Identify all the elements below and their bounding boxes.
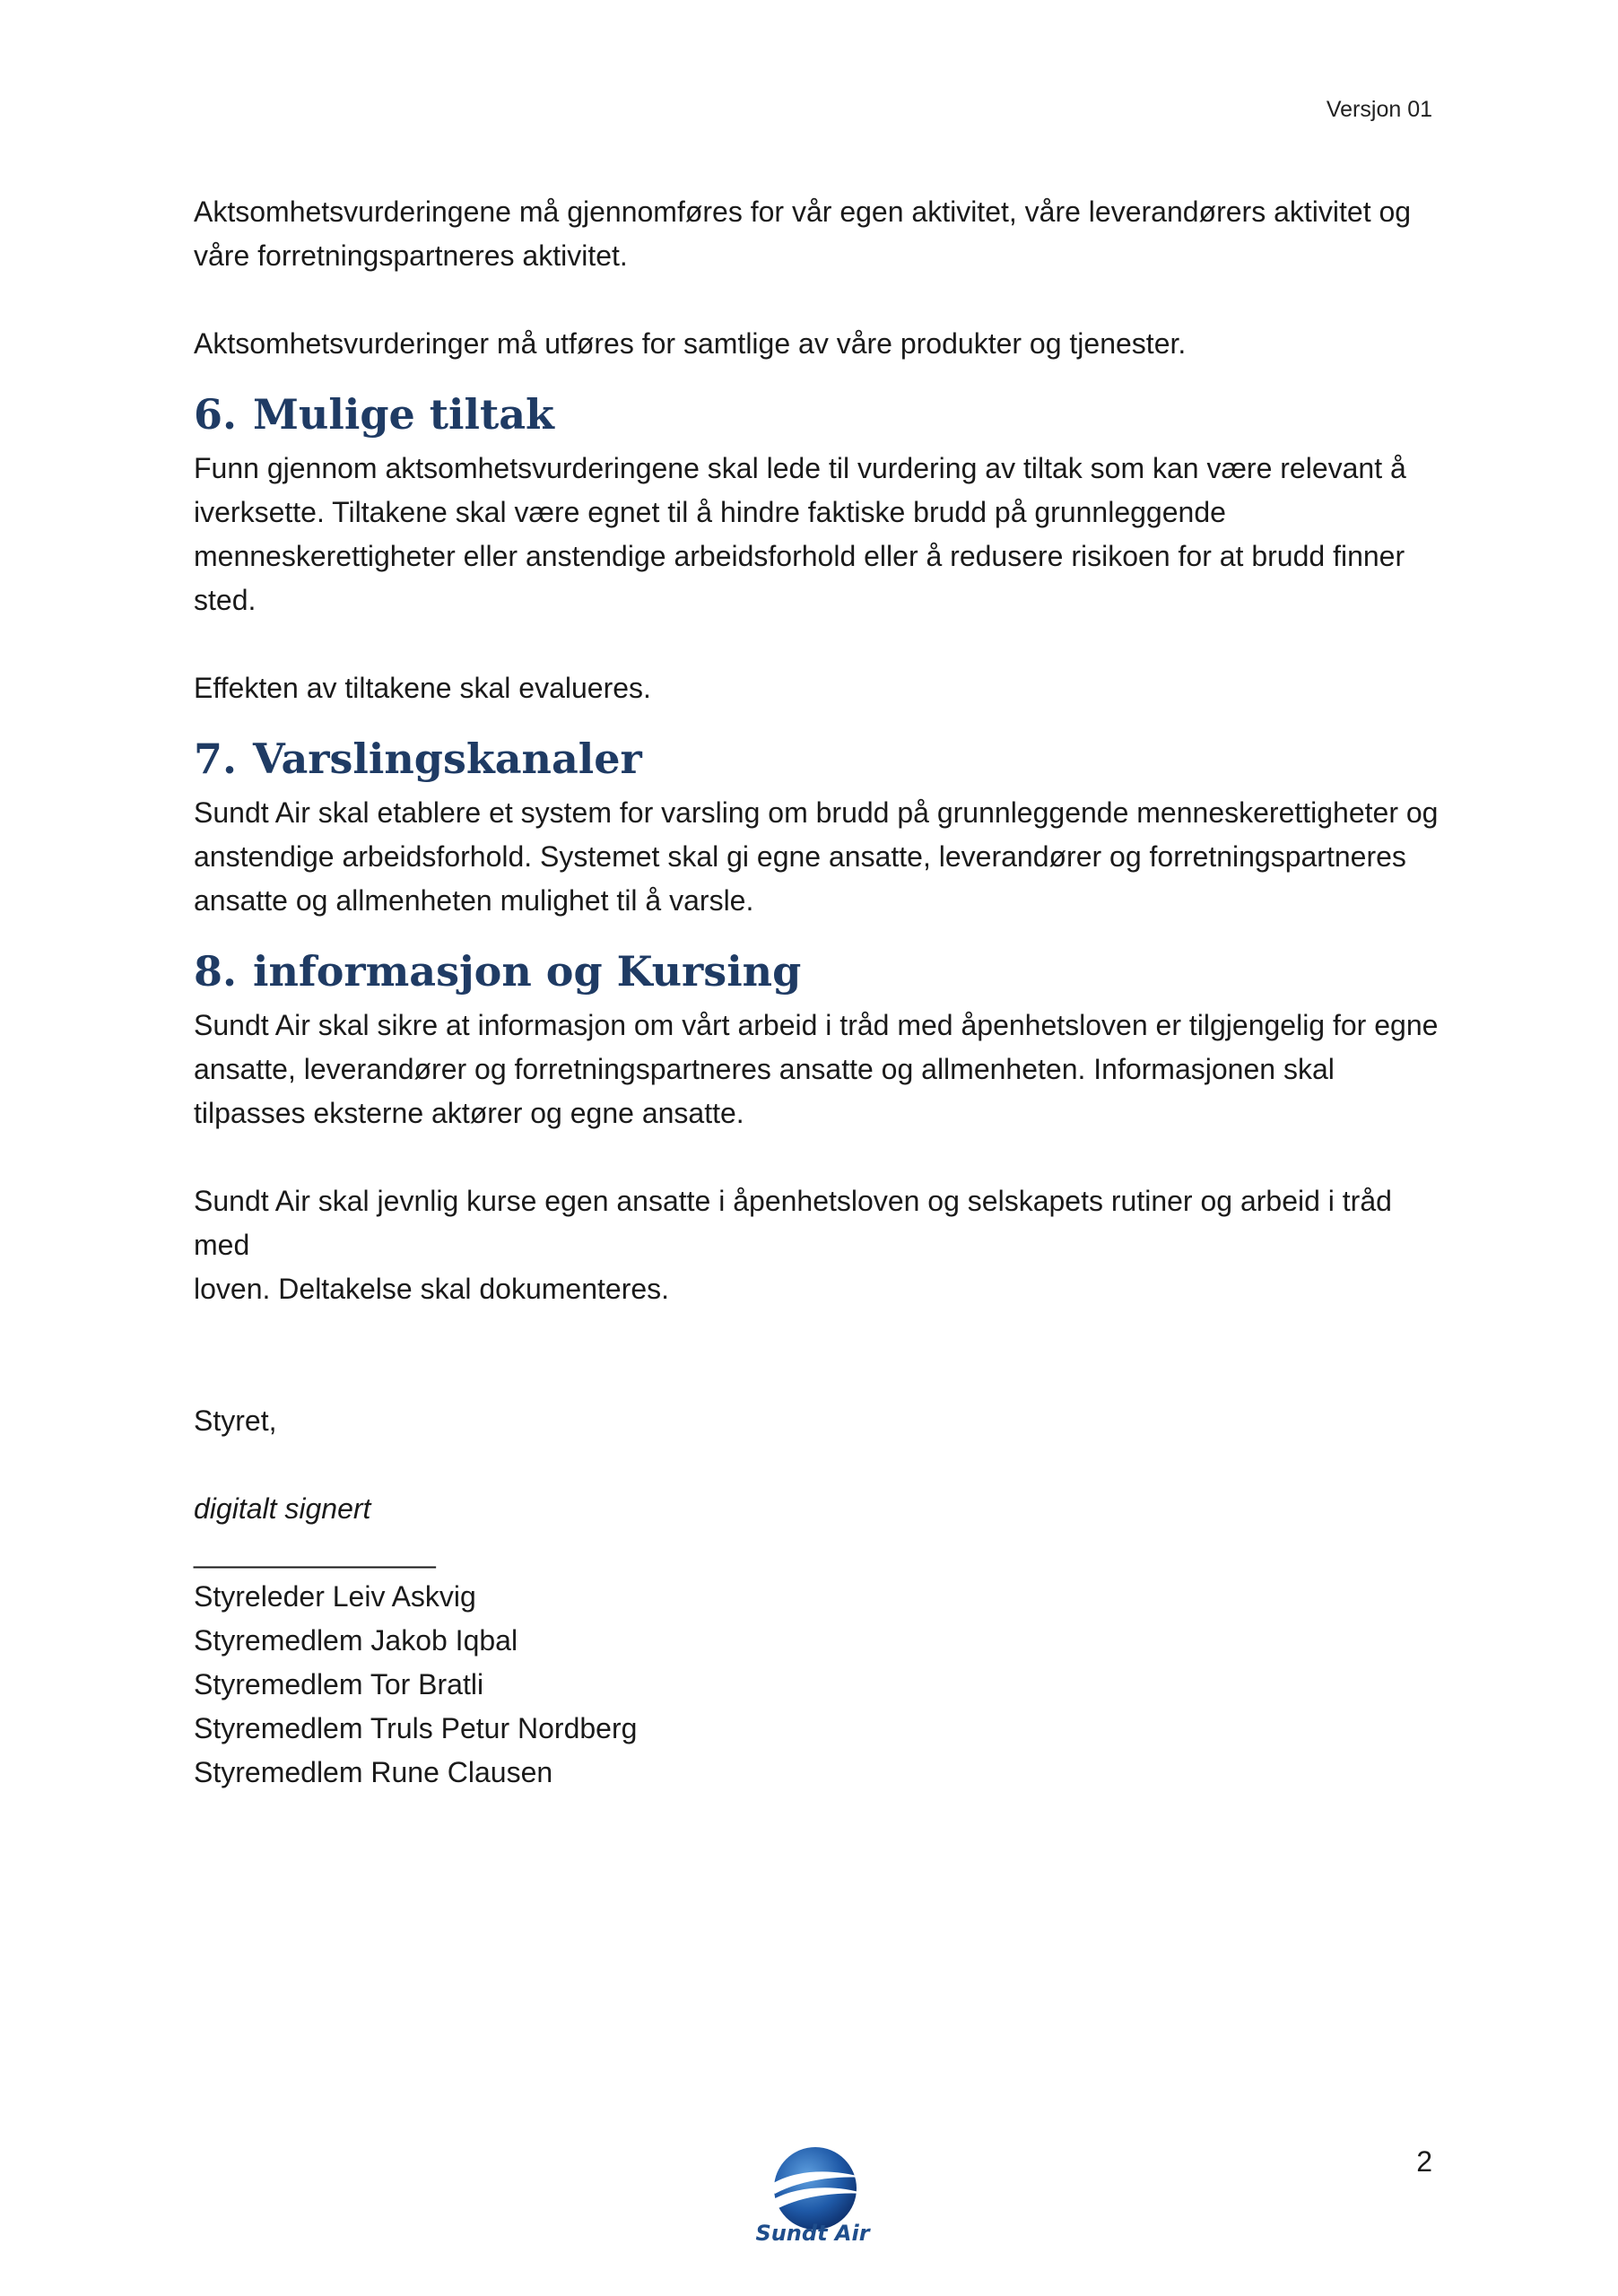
section-7-p1-line: ansatte og allmenheten mulighet til å varsle. [194, 884, 754, 917]
section-6-p1-line: iverksette. Tiltakene skal være egnet til å hindre faktiske brudd på grunnleggende [194, 496, 1226, 528]
board-member: Styremedlem Tor Bratli [194, 1668, 484, 1700]
section-8-paragraph-2 [194, 1179, 1449, 1311]
section-7-number: 7. [194, 735, 238, 783]
section-8-p1-line: ansatte, leverandører og forretningspartneres ansatte og allmenheten. Informasjonen skal [194, 1053, 1335, 1085]
page-number: 2 [1416, 2145, 1432, 2178]
section-8-p2-line: loven. Deltakelse skal dokumenteres. [194, 1273, 670, 1305]
digital-signature-note: digitalt signert [194, 1492, 371, 1525]
section-6-heading [194, 387, 1449, 441]
section-8-p1-line: tilpasses eksterne aktører og egne ansatte. [194, 1097, 744, 1129]
board-member: Styremedlem Truls Petur Nordberg [194, 1712, 638, 1744]
signature-greeting: Styret, [194, 1405, 277, 1437]
version-label: Versjon 01 [1326, 97, 1432, 122]
signature-block [194, 1399, 1449, 1795]
section-6-number: 6. [194, 390, 238, 439]
section-8-paragraph-1 [194, 1004, 1449, 1135]
section-7-paragraph-1 [194, 791, 1449, 923]
section-6-p1-line: Funn gjennom aktsomhetsvurderingene skal lede til vurdering av tiltak som kan være relevant å [194, 452, 1406, 484]
section-6-p1-line: sted. [194, 584, 257, 616]
intro-p1-line2: våre forretningspartneres aktivitet. [194, 239, 628, 272]
section-8-p1-line: Sundt Air skal sikre at informasjon om vårt arbeid i tråd med åpenhetsloven er tilgjengelig for egne [194, 1009, 1439, 1041]
section-7-title: Varslingskanaler [253, 735, 642, 783]
section-6-p1-line: menneskerettigheter eller anstendige arbeidsforhold eller å redusere risikoen for at brudd finner [194, 540, 1405, 572]
board-member: Styremedlem Rune Clausen [194, 1756, 553, 1788]
section-8-heading [194, 944, 1449, 998]
section-6-title: Mulige tiltak [253, 390, 554, 439]
section-8-title: informasjon og Kursing [253, 947, 802, 996]
board-member: Styremedlem Jakob Iqbal [194, 1624, 518, 1657]
section-6-paragraph-1 [194, 447, 1449, 622]
document-body [194, 190, 1449, 1795]
section-6-paragraph-2: Effekten av tiltakene skal evalueres. [194, 672, 651, 704]
section-7-p1-line: anstendige arbeidsforhold. Systemet skal gi egne ansatte, leverandører og forretningspartneres [194, 840, 1406, 873]
section-7-heading [194, 732, 1449, 786]
signature-line: ________________ [194, 1536, 435, 1569]
section-8-p2-line: Sundt Air skal jevnlig kurse egen ansatte i åpenhetsloven og selskapets rutiner og arbeid i tråd med [194, 1185, 1392, 1261]
logo-wordmark: Sundt Air [755, 2221, 870, 2246]
intro-paragraph-2: Aktsomhetsvurderinger må utføres for samtlige av våre produkter og tjenester. [194, 327, 1187, 360]
section-7-p1-line: Sundt Air skal etablere et system for varsling om brudd på grunnleggende menneskerettigheter og [194, 796, 1439, 829]
intro-p1-line1: Aktsomhetsvurderingene må gjennomføres for vår egen aktivitet, våre leverandørers aktivitet og [194, 196, 1412, 228]
intro-paragraph-1 [194, 190, 1449, 278]
section-8-number: 8. [194, 947, 238, 996]
board-member: Styreleder Leiv Askvig [194, 1580, 476, 1613]
